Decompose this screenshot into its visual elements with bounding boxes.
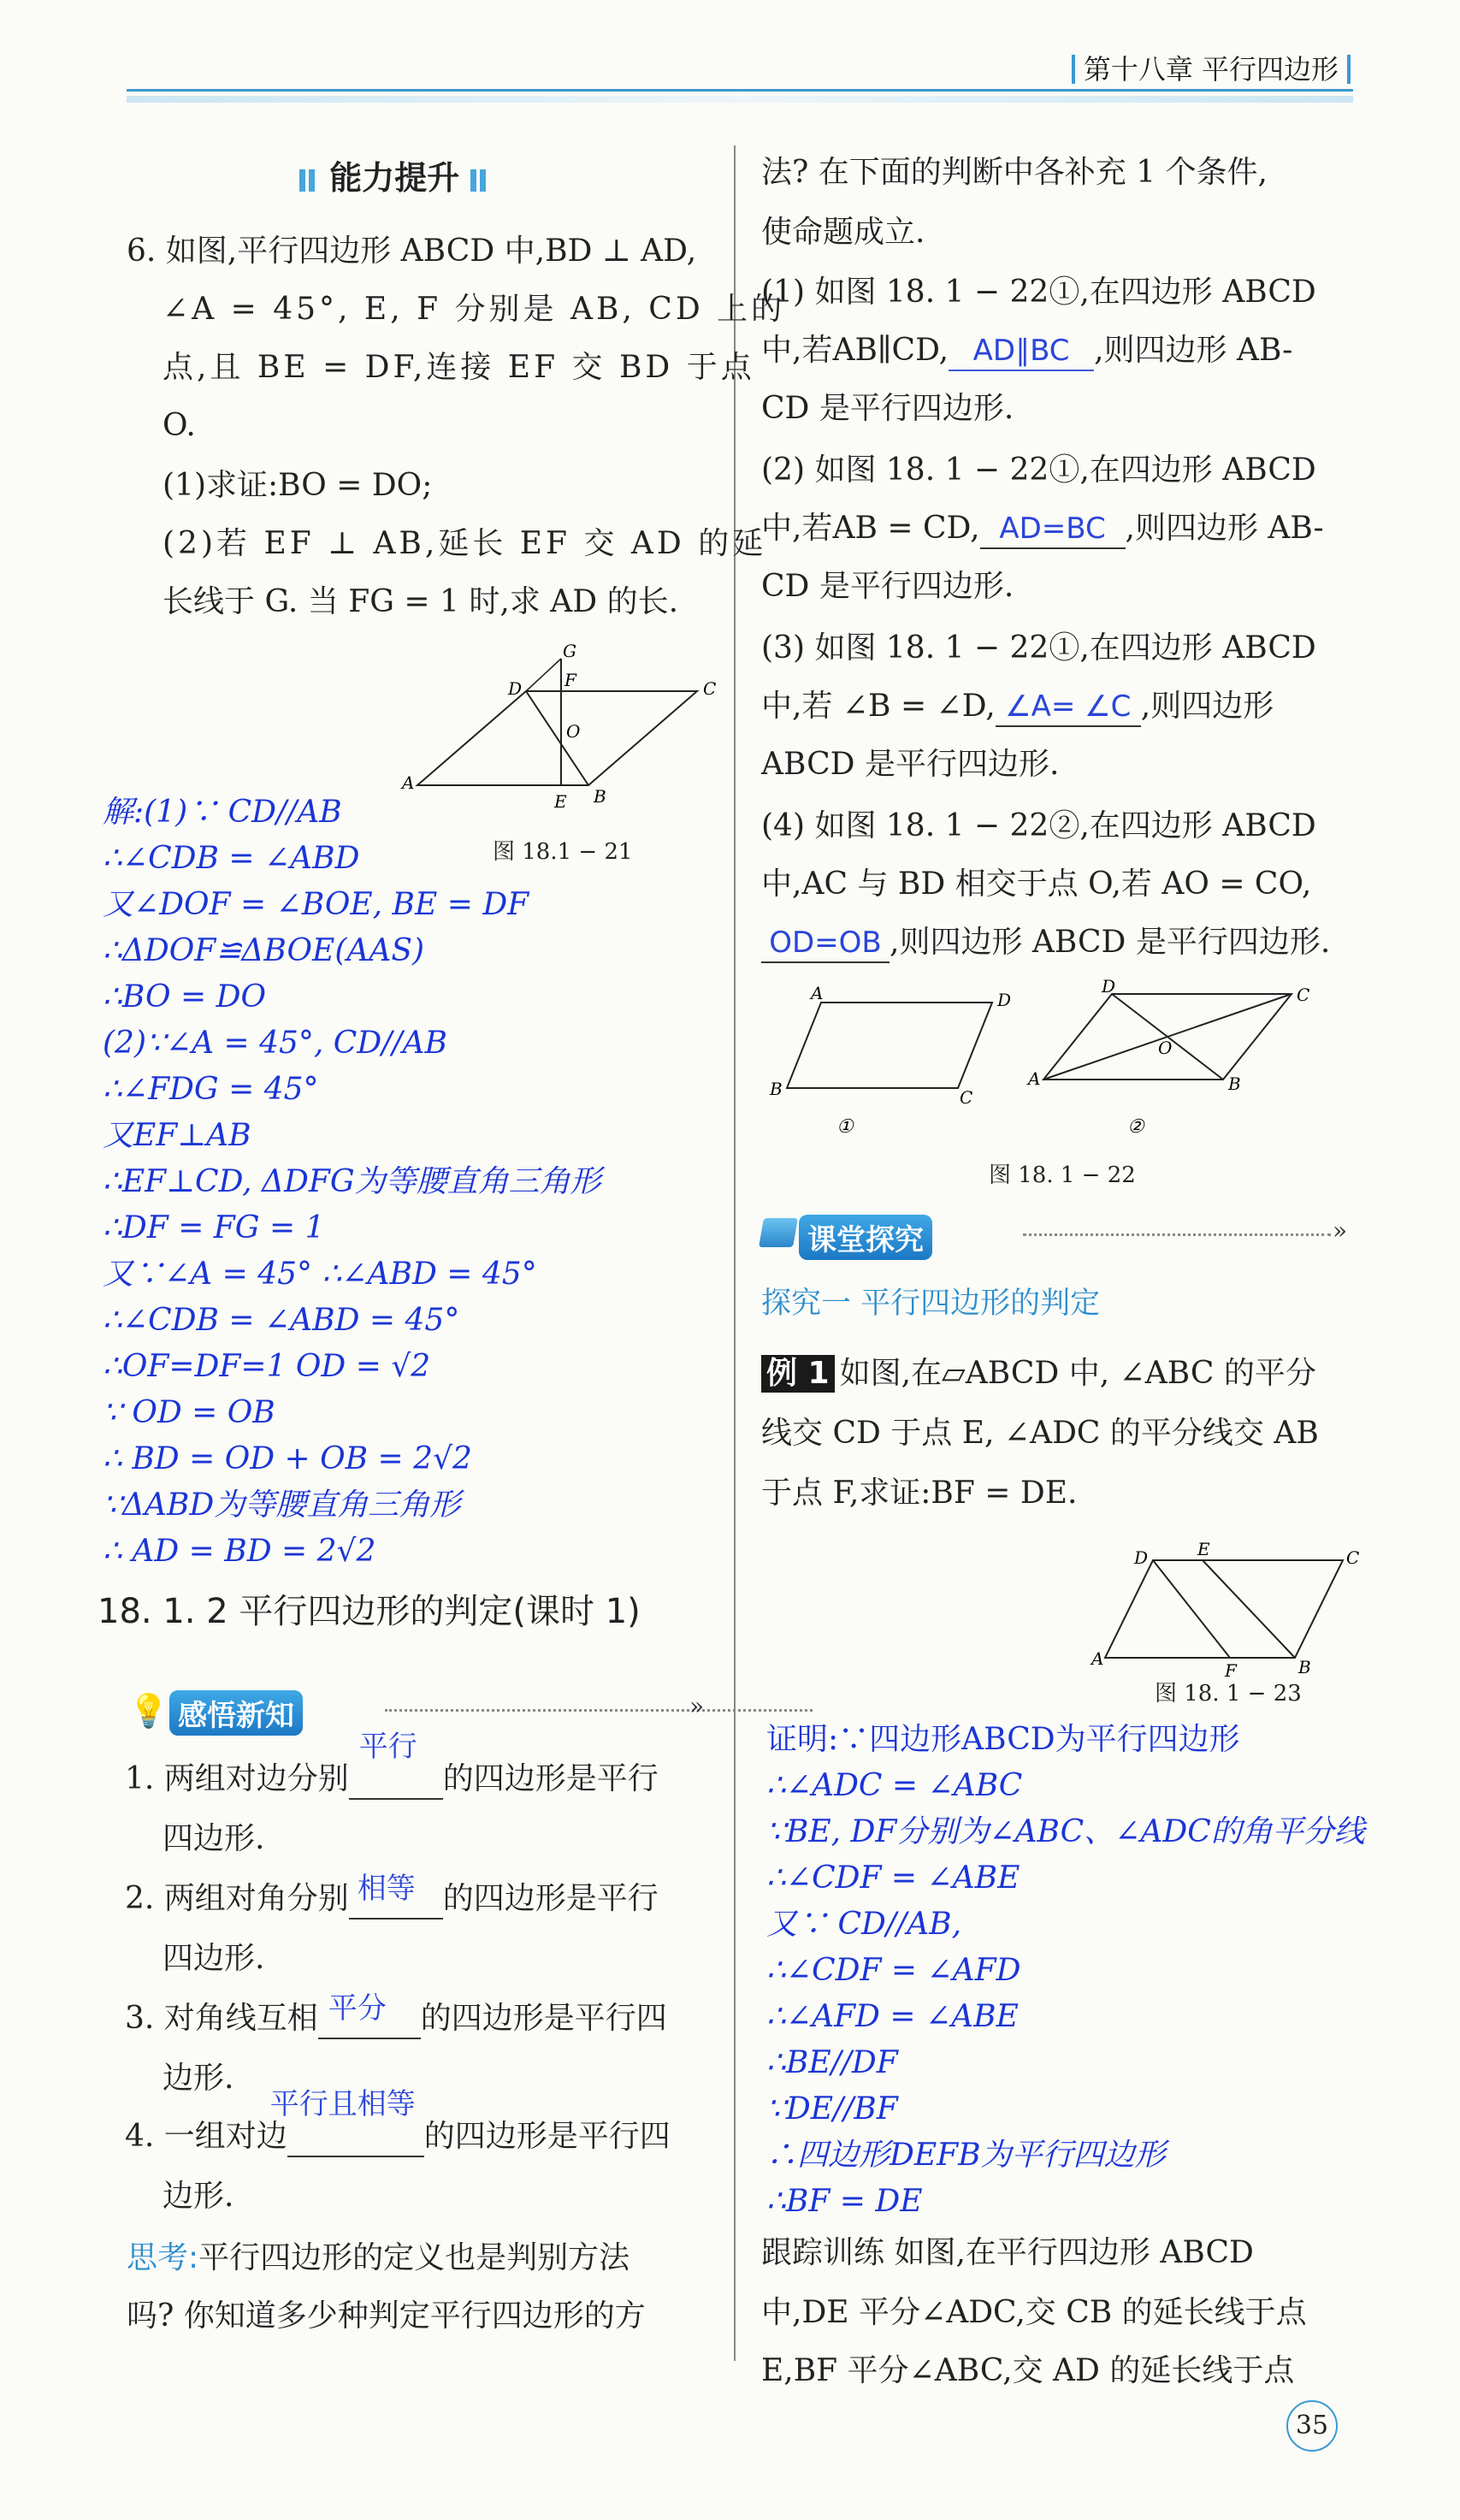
fig2-label-D: D	[1102, 976, 1116, 997]
cond-line: (3) 如图 18. 1 − 22①,在四边形 ABCD	[761, 630, 1316, 665]
proof-line: ∵BE, DF分别为∠ABC、∠ADC的角平分线	[766, 1814, 1365, 1849]
label-A: A	[1091, 1648, 1104, 1669]
explore-header	[761, 1215, 1360, 1257]
think-cont: 法? 在下面的判断中各补充 1 个条件,	[761, 155, 1268, 190]
label-F: F	[564, 670, 576, 690]
example-line	[761, 1355, 1316, 1393]
fig1-label-C: C	[960, 1087, 973, 1108]
fig2-label-A: A	[1028, 1068, 1041, 1089]
cond-line: ABCD 是平行四边形.	[761, 747, 1060, 782]
header-band	[127, 96, 1353, 103]
cond-fill: OD=OB	[761, 924, 890, 963]
solution-line: ∴ΔDOF≌ΔBOE(AAS)	[103, 933, 425, 968]
cond-line: CD 是平行四边形.	[761, 569, 1014, 604]
cond-line: (2) 如图 18. 1 − 22①,在四边形 ABCD	[761, 453, 1316, 488]
proof-line: 又∵ CD//AB,	[766, 1907, 962, 1942]
bars-icon-3	[470, 169, 476, 192]
proof-line: ∵DE//BF	[766, 2091, 898, 2127]
know-blank	[349, 1872, 443, 1920]
know-blank	[269, 2087, 424, 2157]
know-fill: 相等	[357, 1872, 416, 1906]
bars-icon	[299, 169, 305, 192]
cond-line: (4) 如图 18. 1 − 22②,在四边形 ABCD	[761, 808, 1316, 843]
solution-line: ∴∠CDB = ∠ABD = 45°	[103, 1303, 460, 1338]
know-pre: 2. 两组对角分别	[125, 1881, 349, 1916]
chevron-right-icon: »	[689, 1692, 705, 1720]
explore-title: 探究一 平行四边形的判定	[761, 1287, 1101, 1321]
explore-badge: 课堂探究	[799, 1215, 932, 1260]
chapter-title: 第十八章 平行四边形	[1072, 55, 1351, 84]
page-number: 35	[1286, 2400, 1338, 2452]
mark-2: ②	[1127, 1116, 1144, 1138]
label-F: F	[1225, 1660, 1237, 1681]
cond-post: ,则四边形 ABCD 是平行四边形.	[890, 925, 1331, 960]
q6-line: 长线于 G. 当 FG = 1 时,求 AD 的长.	[163, 584, 679, 619]
cond-pre: 中,若 ∠B = ∠D,	[761, 689, 996, 724]
think-text: 吗? 你知道多少种判定平行四边形的方	[127, 2298, 646, 2334]
cond-line	[761, 924, 1330, 963]
figure-18-1-22	[770, 976, 1368, 1146]
know-post: 的四边形是平行	[442, 1761, 659, 1796]
label-D: D	[1134, 1547, 1149, 1568]
know-item	[125, 2087, 671, 2157]
ability-heading	[299, 159, 489, 197]
section-title: 18. 1. 2 平行四边形的判定(课时 1)	[98, 1592, 641, 1631]
fig2-label-O: O	[1158, 1038, 1173, 1058]
figure-caption: 图 18. 1 − 23	[1155, 1681, 1302, 1707]
bars-icon-4	[480, 169, 486, 192]
column-divider	[734, 145, 736, 2361]
know-fill: 平分	[328, 1991, 387, 2026]
solution-line: ∴OF=DF=1 OD = √2	[103, 1349, 431, 1384]
know-post: 的四边形是平行四	[423, 2119, 671, 2154]
figure-caption: 图 18. 1 − 22	[989, 1162, 1136, 1188]
cond-fill: AD=BC	[980, 510, 1126, 549]
dotted-rule	[1023, 1233, 1331, 1236]
know-item	[125, 1730, 659, 1800]
solution-line: ∴∠CDB = ∠ABD	[103, 841, 360, 876]
proof-line: ∴BF = DE	[766, 2184, 923, 2219]
ability-title: 能力提升	[329, 159, 460, 197]
cond-pre: 中,若AB∥CD,	[761, 333, 949, 368]
track-line: 跟踪训练 如图,在平行四边形 ABCD	[761, 2235, 1254, 2270]
know-blank	[318, 1991, 421, 2039]
track-line: 中,DE 平分∠ADC,交 CB 的延长线于点	[761, 2295, 1307, 2330]
know-post: 的四边形是平行	[442, 1881, 659, 1916]
label-B: B	[1298, 1657, 1311, 1677]
figure-18-1-21	[402, 642, 727, 813]
proof-line: ∴∠ADC = ∠ABC	[766, 1768, 1023, 1803]
proof-line: 证明:∵四边形ABCD为平行四边形	[766, 1722, 1240, 1757]
proof-line: ∴∠CDF = ∠ABE	[766, 1860, 1020, 1896]
think-cont: 使命题成立.	[761, 215, 925, 250]
lightbulb-icon: 💡	[128, 1692, 169, 1730]
fig1-label-A: A	[811, 983, 824, 1003]
know-fill: 平行	[358, 1730, 417, 1764]
cond-post: ,则四边形 AB-	[1125, 511, 1324, 546]
fig1-label-D: D	[997, 990, 1012, 1010]
solution-line: ∴BO = DO	[103, 979, 266, 1015]
solution-line: 又∵∠A = 45° ∴∠ABD = 45°	[103, 1257, 537, 1292]
know-pre: 3. 对角线互相	[125, 2001, 318, 2036]
know-item	[125, 1991, 667, 2039]
example-text: 线交 CD 于点 E, ∠ADC 的平分线交 AB	[761, 1416, 1319, 1451]
figure-caption: 图 18.1 − 21	[493, 839, 633, 865]
know-badge: 感悟新知	[169, 1690, 303, 1736]
q6-line: (1)求证:BO = DO;	[163, 468, 433, 503]
know-cont: 边形.	[163, 2179, 234, 2214]
know-header	[128, 1690, 710, 1733]
fig2-label-B: B	[1228, 1074, 1241, 1094]
q6-line: 6. 如图,平行四边形 ABCD 中,BD ⊥ AD,	[127, 234, 697, 269]
dotted-rule	[385, 1709, 813, 1712]
q6-line: 点,且 BE = DF,连接 EF 交 BD 于点	[163, 350, 755, 385]
label-G: G	[563, 641, 576, 661]
q6-line: O.	[163, 408, 196, 443]
cond-line: CD 是平行四边形.	[761, 391, 1014, 426]
cond-post: ,则四边形	[1140, 689, 1274, 724]
know-post: 的四边形是平行四	[420, 2001, 667, 2036]
fig2-label-C: C	[1297, 985, 1310, 1005]
cond-fill: ∠A= ∠C	[996, 688, 1141, 727]
cond-pre: 中,若AB = CD,	[761, 511, 980, 546]
cond-post: ,则四边形 AB-	[1094, 333, 1293, 368]
solution-line: 又EF⊥AB	[103, 1118, 251, 1153]
solution-line: ∴ AD = BD = 2√2	[103, 1534, 376, 1569]
label-O: O	[566, 721, 581, 742]
know-blank	[349, 1730, 443, 1800]
solution-line: ∴DF = FG = 1	[103, 1210, 325, 1245]
proof-line: ∴∠AFD = ∠ABE	[766, 1999, 1019, 2034]
solution-line: 又∠DOF = ∠BOE, BE = DF	[103, 887, 529, 922]
label-B: B	[594, 786, 606, 807]
proof-line: ∴四边形DEFB为平行四边形	[766, 2138, 1166, 2173]
solution-line: ∴EF⊥CD, ΔDFG为等腰直角三角形	[103, 1164, 601, 1199]
mark-1: ①	[836, 1116, 854, 1138]
q6-line: (2)若 EF ⊥ AB,延长 EF 交 AD 的延	[163, 526, 767, 561]
q6-line: ∠A = 45°, E, F 分别是 AB, CD 上的	[163, 292, 786, 327]
think-label: 思考:	[127, 2240, 199, 2275]
track-line: E,BF 平分∠ABC,交 AD 的延长线于点	[761, 2353, 1295, 2388]
label-C: C	[1346, 1547, 1360, 1568]
label-E: E	[1197, 1539, 1210, 1559]
solution-line: ∵ OD = OB	[103, 1395, 275, 1430]
bars-icon-2	[309, 169, 315, 192]
label-D: D	[508, 678, 523, 699]
figure-18-1-23	[1091, 1539, 1360, 1681]
example-text: 于点 F,求证:BF = DE.	[761, 1476, 1078, 1511]
proof-line: ∴BE//DF	[766, 2045, 898, 2080]
fig1-label-B: B	[770, 1079, 783, 1099]
know-cont: 边形.	[163, 2061, 234, 2096]
think-line	[127, 2239, 630, 2277]
know-fill: 平行且相等	[269, 2087, 416, 2121]
cond-line	[761, 688, 1274, 727]
example-badge: 例 1	[761, 1355, 835, 1393]
example-text: 如图,在▱ABCD 中, ∠ABC 的平分	[839, 1356, 1316, 1391]
know-item	[125, 1872, 659, 1920]
solution-line: (2)∵∠A = 45°, CD//AB	[103, 1026, 447, 1061]
cond-line: 中,AC 与 BD 相交于点 O,若 AO = CO,	[761, 867, 1312, 902]
cond-line	[761, 510, 1324, 549]
proof-line: ∴∠CDF = ∠AFD	[766, 1953, 1021, 1988]
know-pre: 1. 两组对边分别	[125, 1761, 349, 1796]
solution-line: ∴ BD = OD + OB = 2√2	[103, 1441, 472, 1476]
label-A: A	[402, 772, 415, 793]
think-text: 平行四边形的定义也是判别方法	[198, 2240, 630, 2275]
label-E: E	[554, 791, 567, 812]
know-pre: 4. 一组对边	[125, 2119, 287, 2154]
solution-line: 解:(1)∵ CD//AB	[103, 795, 342, 830]
cond-line: (1) 如图 18. 1 − 22①,在四边形 ABCD	[761, 275, 1316, 310]
know-cont: 四边形.	[163, 1821, 265, 1856]
header-rule	[127, 89, 1353, 92]
know-cont: 四边形.	[163, 1941, 265, 1976]
chevron-right-icon: »	[1333, 1216, 1348, 1245]
books-icon	[759, 1218, 798, 1247]
cond-fill: AD∥BC	[949, 332, 1094, 371]
solution-line: ∵ΔABD为等腰直角三角形	[103, 1488, 461, 1523]
solution-line: ∴∠FDG = 45°	[103, 1072, 319, 1107]
cond-line	[761, 332, 1292, 371]
label-C: C	[703, 678, 717, 699]
